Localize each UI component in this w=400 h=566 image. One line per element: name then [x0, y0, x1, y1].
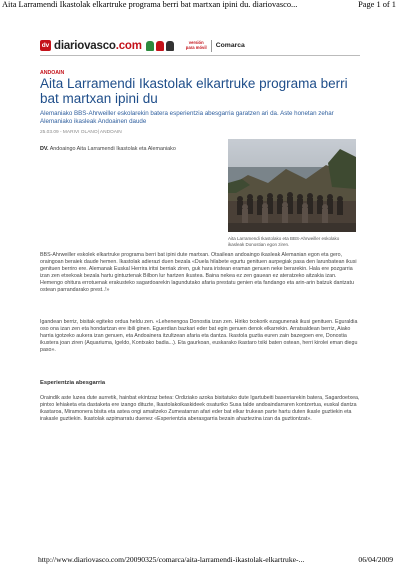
site-logo[interactable]: [54, 40, 142, 52]
section-label[interactable]: Comarca: [215, 42, 245, 49]
print-footer-date: 06/04/2009: [358, 555, 393, 564]
mobile-version-link[interactable]: [186, 41, 207, 50]
article-byline: 25.03.09 - MARIVI OLANO| ANDOAIN: [40, 130, 122, 135]
article-paragraph: Igandean berriz, bisitak egiteko ordua heldu zen. «Lehenengoa Donostia izan zen. Hiriko txokorik ezagunenak ikusi genituen. Eguraldia oso ona izan zen eta hondartzan ere ibili ginen. Eguerdian bazkari eder bat egin genuen denok elkarrekin. Arratsaldean berriz, Aiako harria igotzeko aukera izan genuen, eta Andoainera itzultzean afaria eta dantza. Ikastola guztia euren zain bazegoen ere, Donostia ikustera joan ziren (Aquariuma, Igeldo, Kontxako badia...). Eta gaurkoan, euskarako ikastaro txiki baten ostean, herri kirolei eman diegu paso».: [40, 319, 358, 353]
figure-red-icon: [156, 41, 164, 51]
print-footer: [0, 555, 400, 566]
photo-caption: Aita Larramendi Ikastolako eta BBS-Ahrweiller eskolako ikasleak Donostian egon ziren.: [228, 236, 340, 247]
print-footer-url: http://www.diariovasco.com/20090325/comarca/aita-larramendi-ikastolak-elkartruke-...: [38, 555, 305, 564]
article-photo[interactable]: [228, 139, 356, 232]
logo-tld: .com: [115, 39, 142, 52]
masthead: [40, 37, 360, 54]
figure-dark-icon: [166, 41, 174, 51]
masthead-divider: [211, 40, 212, 52]
lead-text: Andoaingo Aita Larramendi Ikastolak eta Alemaniako: [48, 146, 176, 152]
lead-tag: DV.: [40, 146, 49, 152]
logo-name: diariovasco: [54, 39, 116, 52]
print-header-title: Aita Larramendi Ikastolak elkartruke programa berri bat martxan ipini du. diariovasco...: [2, 0, 298, 9]
figure-green-icon: [146, 41, 154, 51]
print-header: [0, 0, 400, 12]
version-line-1: versión: [188, 40, 204, 46]
version-line-2: para móvil: [185, 44, 207, 50]
logo-badge[interactable]: dv: [41, 42, 50, 49]
group-photo-image: [228, 139, 356, 232]
article-paragraph: Oraindik aste luzea dute aurretik, hainbat ekintzaz betea: Ordiziako azoka bisitatuko dute Igartubeiti baserriarekin batera, Sagardoetxea, pintxo lehiaketa eta dastaketa ere izango dituzte, Ikastolakoikaskideek osaturiko Susa talde andoaindarraren kontzertua, euskal dantza ikastaroa, Miramonera bisita eta astea ongi amaitzeko Zumeatarran afari eder bat elkar trukean parte hartu duten ikasle guztiekin eta irakasle guztiekin. Ikastolak azpimarratu duenez «Esperientzia aberasgarria bezain ahaztezina izan da guztiontzat».: [40, 395, 360, 422]
print-header-page: Page 1 of 1: [358, 0, 396, 9]
logo-figures-icon: [146, 41, 174, 51]
masthead-rule: [40, 55, 360, 56]
article-subhead: Alemaniako BBS-Ahrweiller eskolarekin batera esperientzia abesgarria garatzen ari da. Aste honetan zehar Alemaniako ikasleak Andoainen daude: [40, 110, 334, 125]
article-paragraph: BBS-Ahrweiller eskolek elkartruke programa berri bat ipini dute martxan. Otsailean andoaingo ikasleak Alemanian egon eta gero, oraingoan beraiek daude hemen. Ikastolak adierazi duen bezala «Duela hilabete egurtu genituen aurpegiak pasa den larunbatean ikusi genituen berriro ere. Alemanak Euskal Herrira iritsi berriak ziren, guk hara iristean eraman genuen neke berarekin. Hala ere pozgarria izan zen etxekoak bezala hartu gintuztenak Bilbon lur hartzen ikustea. Baina nekea ez zen gauean ez ateratzeko aitzakia izan. Hemengo ohitura errotuenak erakusteko sagardoarekin lagundutako afaria prestatu genien eta fandango eta arin-arin batzuk dantzatu ostean parrandarako prest..!»: [40, 252, 357, 293]
article-kicker: ANDOAIN: [40, 70, 65, 76]
article-subtitle: Esperientzia abesgarria: [40, 380, 106, 386]
article-headline: Aita Larramendi Ikastolak elkartruke programa berri bat martxan ipini du: [40, 76, 348, 106]
article-lead: [40, 146, 176, 152]
